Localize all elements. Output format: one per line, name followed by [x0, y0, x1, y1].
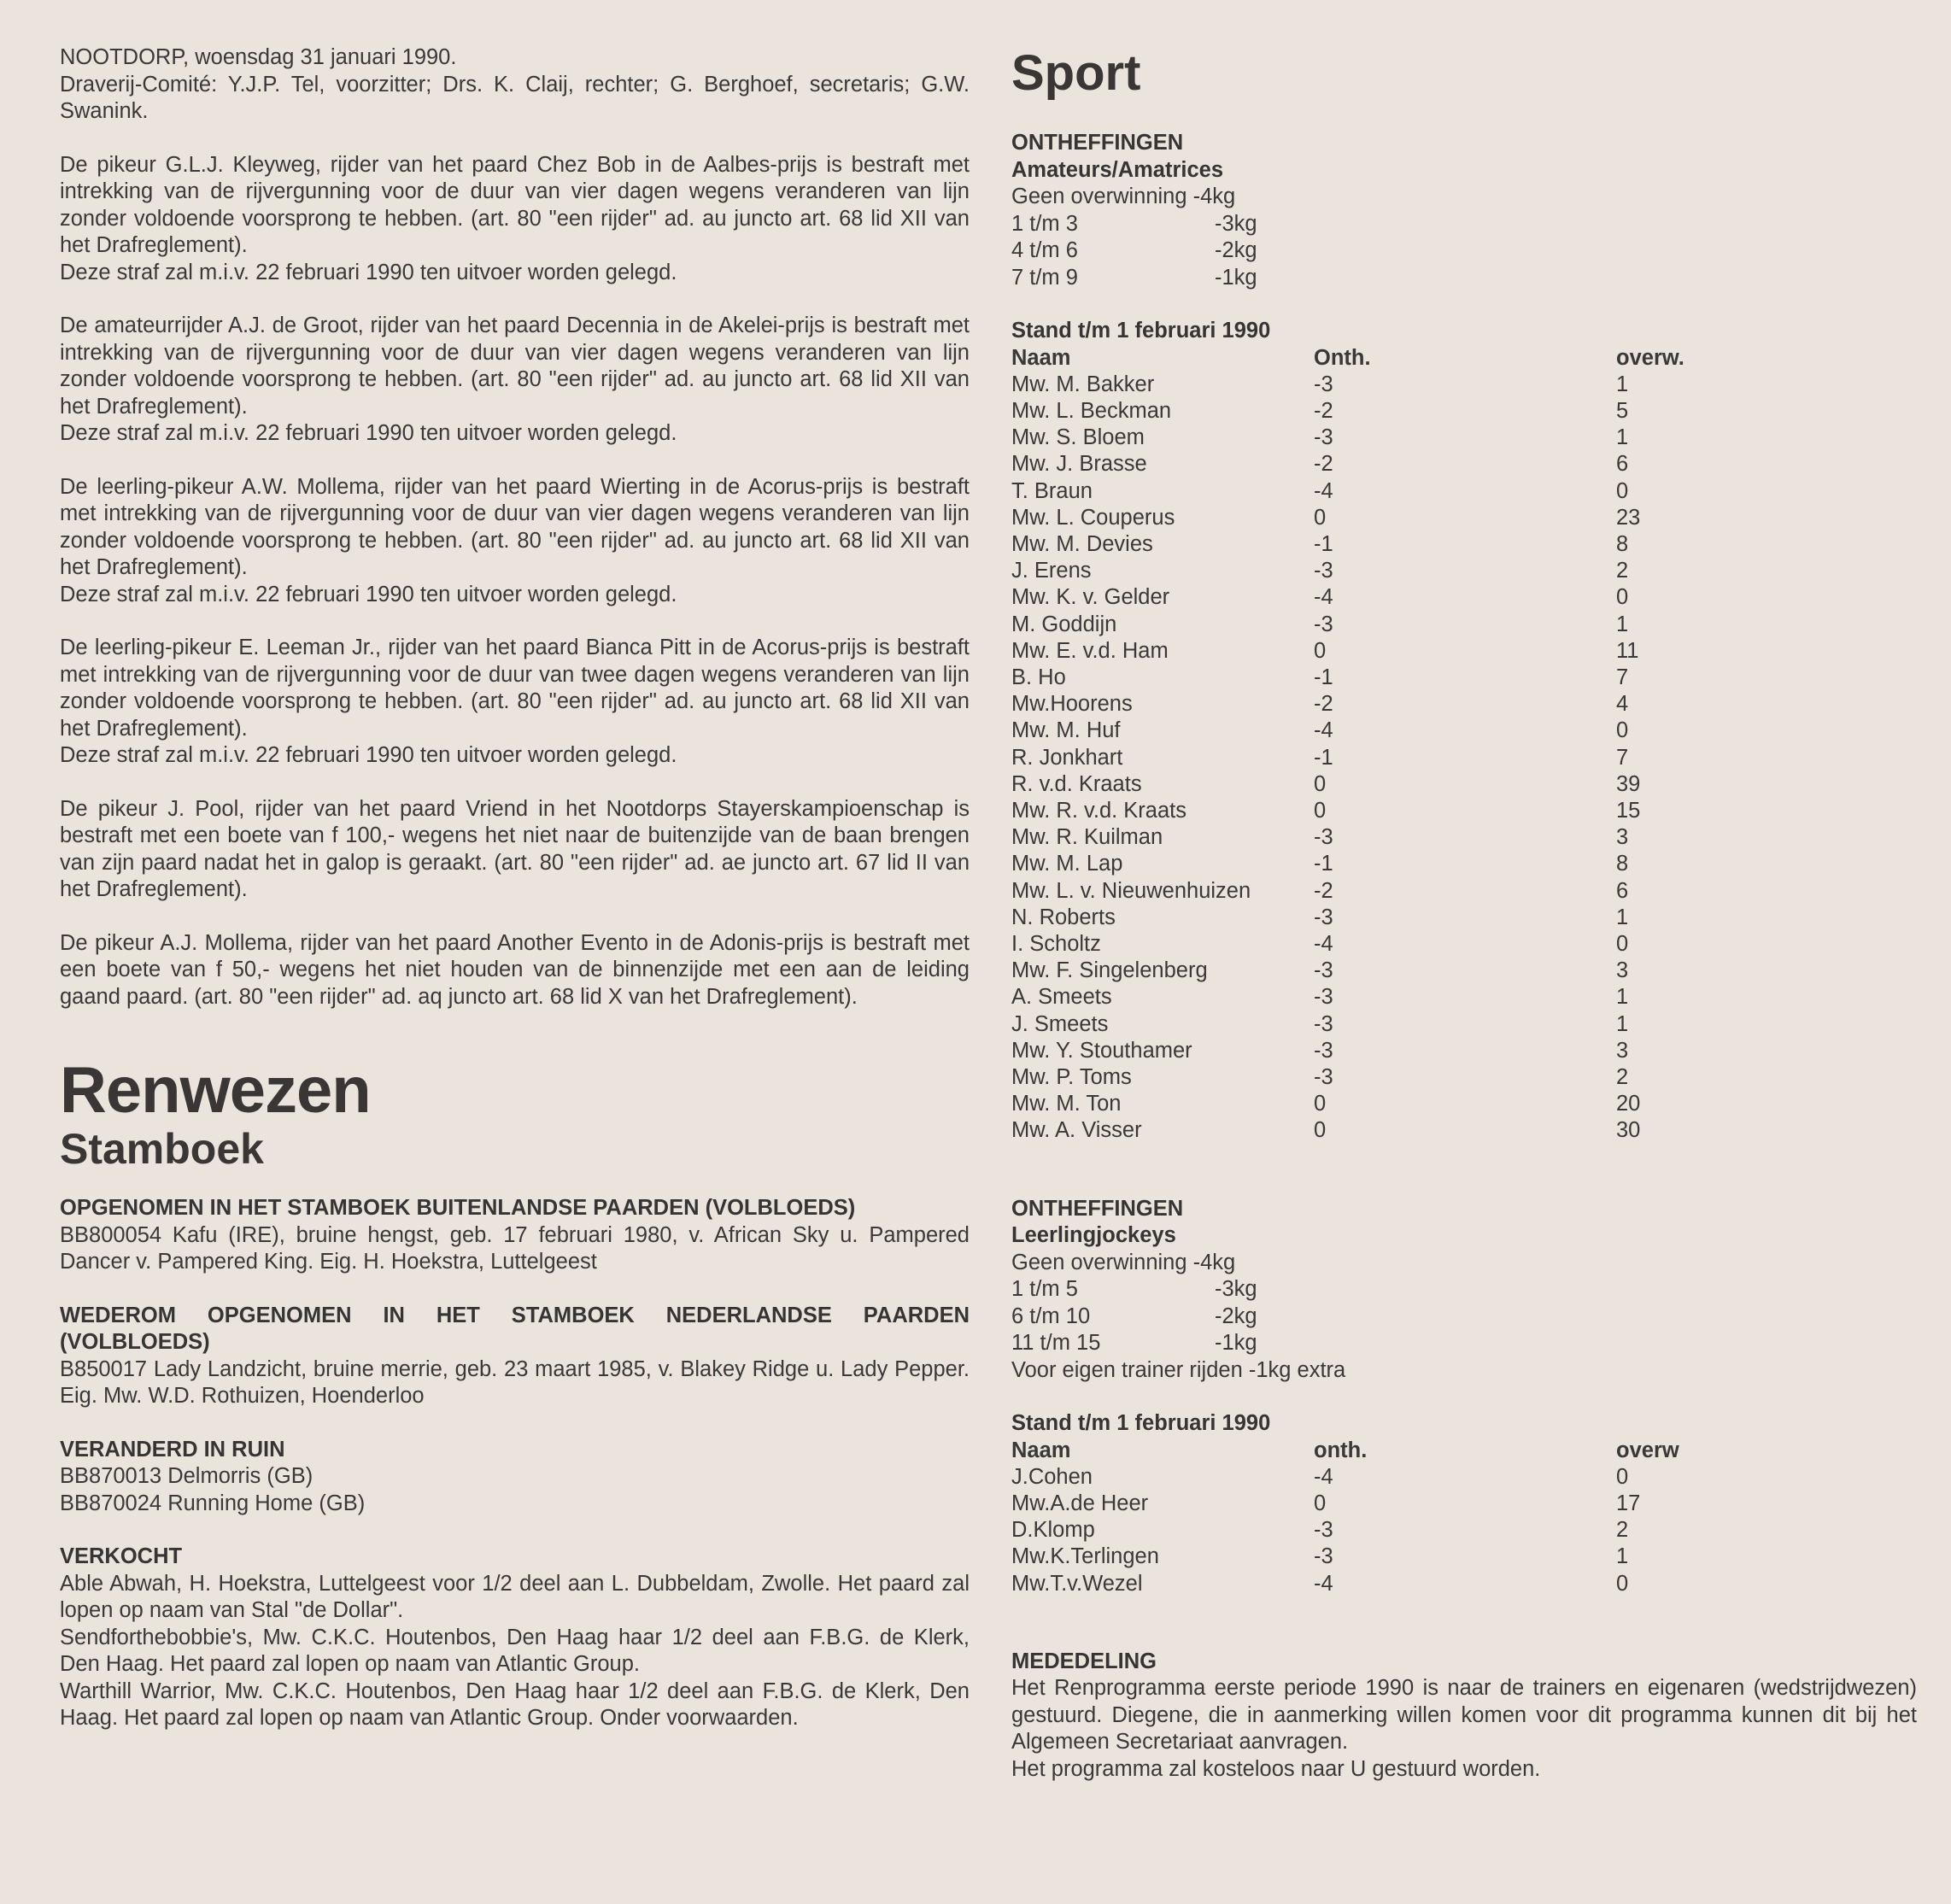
- rider-overw: 8: [1616, 852, 1629, 876]
- section-title: VERANDERD IN RUIN: [60, 1437, 285, 1462]
- rider-overw: 2: [1616, 559, 1629, 583]
- rider-overw: 20: [1616, 1092, 1641, 1116]
- sport-heading: Sport: [1011, 45, 1141, 101]
- stand-leerling-rows: [1011, 1464, 1917, 1597]
- rider-onth: -2: [1314, 452, 1333, 477]
- table-row: [1011, 1464, 1917, 1491]
- rider-overw: 17: [1616, 1491, 1641, 1515]
- stamboek-sections: [60, 1195, 970, 1732]
- col-overw: overw.: [1616, 345, 1684, 370]
- table-row: [1011, 851, 1917, 877]
- table-row: [1011, 372, 1917, 398]
- table-row: [1011, 531, 1917, 558]
- rider-name: D.Klomp: [1011, 1518, 1095, 1543]
- rider-onth: 0: [1314, 1491, 1327, 1515]
- rider-name: Mw.T.v.Wezel: [1011, 1571, 1143, 1596]
- stand-leerling-title: Stand t/m 1 februari 1990: [1011, 1411, 1271, 1436]
- rider-onth: 0: [1314, 638, 1327, 663]
- rider-onth: -1: [1314, 852, 1333, 876]
- table-row: [1011, 505, 1917, 531]
- exemption-weight: -1kg: [1215, 265, 1257, 290]
- table-row: [1011, 451, 1917, 477]
- rider-onth: -3: [1314, 985, 1333, 1010]
- rider-overw: 7: [1616, 745, 1629, 770]
- stamboek-subheading: Stamboek: [60, 1125, 264, 1173]
- table-row: [1011, 771, 1917, 798]
- table-row: [1011, 718, 1917, 744]
- table-row: [1011, 824, 1917, 851]
- penalty-paragraph: [60, 930, 970, 1011]
- table-row: [1011, 1064, 1917, 1091]
- rider-onth: 0: [1314, 505, 1327, 530]
- rider-overw: 5: [1616, 398, 1629, 423]
- rider-onth: 0: [1314, 1118, 1327, 1143]
- rider-overw: 1: [1616, 905, 1629, 929]
- rider-name: Mw. K. v. Gelder: [1011, 585, 1170, 610]
- penalty-text: De pikeur G.L.J. Kleyweg, rijder van het paard Chez Bob in de Aalbes-prijs is bestraft met intrekking van de rijvergunning voor de duur van vier dagen wegens veranderen van lijn zonder voldoende voorsprong te hebben. (art. 80 "een rijder" ad. au juncto art. 68 lid XII van het Drafreglement).: [60, 152, 970, 257]
- rider-overw: 7: [1616, 665, 1629, 689]
- rider-onth: -1: [1314, 745, 1333, 770]
- penalty-paragraph: [60, 152, 970, 287]
- rider-name: Mw. M. Huf: [1011, 718, 1121, 743]
- col-overw: overw: [1616, 1438, 1679, 1462]
- rider-name: Mw. P. Toms: [1011, 1064, 1132, 1089]
- exemption-row: [1011, 1276, 1917, 1304]
- rider-onth: -1: [1314, 665, 1333, 689]
- rider-overw: 0: [1616, 1571, 1629, 1596]
- rider-name: Mw. L. Beckman: [1011, 398, 1172, 423]
- rider-overw: 0: [1616, 1464, 1629, 1489]
- penalty-paragraph: [60, 474, 970, 609]
- rider-name: Mw. M. Bakker: [1011, 372, 1155, 396]
- table-row: [1011, 612, 1917, 638]
- rider-name: Mw. J. Brasse: [1011, 452, 1147, 477]
- rider-overw: 0: [1616, 931, 1629, 956]
- leerling-exemptions: [1011, 1196, 1917, 1385]
- table-row: [1011, 1571, 1917, 1597]
- amateurs-rows: [1011, 211, 1917, 292]
- leerling-first: Geen overwinning -4kg: [1011, 1250, 1236, 1274]
- stamboek-section: [60, 1437, 970, 1518]
- penalty-text: De leerling-pikeur E. Leeman Jr., rijder van het paard Bianca Pitt in de Acorus-prijs is bestraft met intrekking van de rijvergunning voor de duur van twee dagen wegens veranderen van lijn zonder voldoende voorsprong te hebben. (art. 80 "een rijder" ad. au juncto art. 68 lid XII van het Drafreglement).: [60, 636, 970, 741]
- table-row: [1011, 878, 1917, 905]
- rider-name: Mw. M. Lap: [1011, 852, 1123, 876]
- rider-name: Mw. M. Ton: [1011, 1092, 1122, 1116]
- rider-overw: 2: [1616, 1518, 1629, 1543]
- stand-leerling-header: [1011, 1438, 1917, 1464]
- rider-onth: -3: [1314, 825, 1333, 850]
- amateurs-first: Geen overwinning -4kg: [1011, 185, 1236, 208]
- table-row: [1011, 425, 1917, 451]
- rider-name: Mw. F. Singelenberg: [1011, 958, 1208, 983]
- exemption-weight: -2kg: [1215, 1304, 1257, 1328]
- exemption-weight: -1kg: [1215, 1331, 1257, 1356]
- exemption-weight: -3kg: [1215, 211, 1257, 236]
- rider-name: R. v.d. Kraats: [1011, 771, 1142, 796]
- penalty-text: De amateurrijder A.J. de Groot, rijder van het paard Decennia in de Akelei-prijs is bestraft met intrekking van de rijvergunning voor de duur van vier dagen wegens veranderen van lijn zonder voldoende voorsprong te hebben. (art. 80 "een rijder" ad. au juncto art. 68 lid XII van het Drafreglement).: [60, 313, 970, 419]
- penalty-note: Deze straf zal m.i.v. 22 februari 1990 ten uitvoer worden gelegd.: [60, 743, 677, 767]
- rider-name: N. Roberts: [1011, 905, 1116, 929]
- section-line: BB870024 Running Home (GB): [60, 1491, 366, 1515]
- rider-onth: -4: [1314, 931, 1333, 956]
- table-row: [1011, 958, 1917, 984]
- leerling-subtitle: Leerlingjockeys: [1011, 1223, 1176, 1248]
- section-title: VERKOCHT: [60, 1544, 183, 1568]
- rider-overw: 6: [1616, 452, 1629, 477]
- rider-name: J. Smeets: [1011, 1011, 1109, 1036]
- rider-onth: 0: [1314, 1092, 1327, 1116]
- col-naam: Naam: [1011, 345, 1071, 370]
- rider-name: Mw. Y. Stouthamer: [1011, 1038, 1192, 1063]
- rider-onth: -3: [1314, 559, 1333, 583]
- table-row: [1011, 1517, 1917, 1544]
- leerling-rows: [1011, 1276, 1917, 1357]
- section-line: Sendforthebobbie's, Mw. C.K.C. Houtenbos, Den Haag haar 1/2 deel aan F.B.G. de Klerk, Den Haag. Het paard zal lopen op naam van Atlantic Group.: [60, 1625, 970, 1676]
- rider-overw: 0: [1616, 585, 1629, 610]
- rider-overw: 1: [1616, 985, 1629, 1010]
- right-column: [1011, 46, 1917, 1809]
- exemption-row: [1011, 265, 1917, 292]
- rider-name: Mw. M. Devies: [1011, 531, 1153, 556]
- rider-overw: 1: [1616, 425, 1629, 450]
- rider-onth: -1: [1314, 531, 1333, 556]
- rider-overw: 0: [1616, 718, 1629, 743]
- rider-onth: -3: [1314, 958, 1333, 983]
- rider-overw: 8: [1616, 531, 1629, 556]
- penalty-paragraph: [60, 313, 970, 448]
- penalty-note: Deze straf zal m.i.v. 22 februari 1990 ten uitvoer worden gelegd.: [60, 260, 677, 284]
- table-row: [1011, 1038, 1917, 1064]
- stamboek-section: [60, 1195, 970, 1276]
- stand-amateurs: [1011, 318, 1917, 1145]
- penalty-note: Deze straf zal m.i.v. 22 februari 1990 ten uitvoer worden gelegd.: [60, 582, 677, 606]
- penalty-note: Deze straf zal m.i.v. 22 februari 1990 ten uitvoer worden gelegd.: [60, 421, 677, 445]
- table-row: [1011, 691, 1917, 718]
- penalty-text: De pikeur J. Pool, rijder van het paard Vriend in het Nootdorps Stayerskampioenschap is bestraft met een boete van f 100,- wegens het niet naar de buitenzijde van de baan brengen van zijn paard nadat het in galop is geraakt. (art. 80 "een rijder" ad. ae juncto art. 67 lid II van het Drafreglement).: [60, 796, 970, 901]
- rider-name: B. Ho: [1011, 665, 1066, 689]
- table-row: [1011, 1091, 1917, 1117]
- rider-onth: -4: [1314, 478, 1333, 503]
- penalty-paragraph: [60, 635, 970, 770]
- rider-name: J. Erens: [1011, 559, 1092, 583]
- stand-amateurs-header: [1011, 345, 1917, 372]
- rider-overw: 39: [1616, 771, 1641, 796]
- section-line: BB870013 Delmorris (GB): [60, 1464, 313, 1488]
- col-naam: Naam: [1011, 1438, 1071, 1462]
- table-row: [1011, 665, 1917, 691]
- rider-overw: 2: [1616, 1064, 1629, 1089]
- section-line: Warthill Warrior, Mw. C.K.C. Houtenbos, Den Haag haar 1/2 deel aan F.B.G. de Klerk, Den Haag. Het paard zal lopen op naam van Atlantic Group. Onder voorwaarden.: [60, 1678, 970, 1730]
- exemption-range: 6 t/m 10: [1011, 1304, 1091, 1328]
- rider-onth: -2: [1314, 398, 1333, 423]
- rider-overw: 3: [1616, 958, 1629, 983]
- mededeling: [1011, 1649, 1917, 1784]
- rider-name: Mw. S. Bloem: [1011, 425, 1145, 450]
- table-row: [1011, 745, 1917, 771]
- table-row: [1011, 798, 1917, 824]
- mededeling-text: Het Renprogramma eerste periode 1990 is naar de trainers en eigenaren (wedstrijdwezen) gestuurd. Diegene, die in aanmerking willen komen voor dit programma kunnen dit bij het Algemeen Secretariaat aanvragen.: [1011, 1676, 1917, 1755]
- rider-onth: -2: [1314, 692, 1333, 717]
- stand-amateurs-rows: [1011, 372, 1917, 1145]
- exemption-range: 1 t/m 5: [1011, 1277, 1078, 1302]
- mededeling-title: MEDEDELING: [1011, 1649, 1157, 1673]
- rider-name: Mw. L. v. Nieuwenhuizen: [1011, 878, 1251, 903]
- rider-name: Mw.K.Terlingen: [1011, 1544, 1159, 1569]
- table-row: [1011, 931, 1917, 958]
- rider-overw: 11: [1616, 638, 1639, 663]
- rider-onth: -3: [1314, 1064, 1333, 1089]
- rider-onth: -3: [1314, 425, 1333, 450]
- amateurs-title: ONTHEFFINGEN: [1011, 131, 1184, 155]
- section-line: Able Abwah, H. Hoekstra, Luttelgeest voor 1/2 deel aan L. Dubbeldam, Zwolle. Het paard zal lopen op naam van Stal "de Dollar".: [60, 1571, 970, 1622]
- rider-onth: -4: [1314, 1571, 1333, 1596]
- table-row: [1011, 1117, 1917, 1144]
- rider-overw: 6: [1616, 878, 1629, 903]
- rider-name: T. Braun: [1011, 478, 1093, 503]
- rider-overw: 3: [1616, 825, 1629, 850]
- exemption-row: [1011, 1304, 1917, 1331]
- left-column: [60, 44, 970, 1759]
- rider-name: M. Goddijn: [1011, 612, 1117, 636]
- rider-onth: 0: [1314, 771, 1327, 796]
- stand-amateurs-title: Stand t/m 1 februari 1990: [1011, 319, 1271, 343]
- rider-name: J.Cohen: [1011, 1464, 1093, 1489]
- table-row: [1011, 584, 1917, 611]
- rider-overw: 3: [1616, 1038, 1629, 1063]
- mededeling-note: Het programma zal kosteloos naar U gestuurd worden.: [1011, 1756, 1541, 1781]
- table-row: [1011, 638, 1917, 665]
- amateurs-subtitle: Amateurs/Amatrices: [1011, 157, 1224, 182]
- exemption-row: [1011, 1330, 1917, 1357]
- table-row: [1011, 478, 1917, 505]
- rider-onth: -3: [1314, 1011, 1333, 1036]
- rider-onth: -3: [1314, 1038, 1333, 1063]
- rider-overw: 0: [1616, 478, 1629, 503]
- penalties-list: [60, 152, 970, 1011]
- stamboek-section: [60, 1544, 970, 1732]
- rider-overw: 30: [1616, 1118, 1641, 1143]
- rider-onth: -3: [1314, 372, 1333, 396]
- table-row: [1011, 984, 1917, 1011]
- table-row: [1011, 1491, 1917, 1517]
- leerling-title: ONTHEFFINGEN: [1011, 1196, 1184, 1221]
- rider-overw: 1: [1616, 612, 1629, 636]
- rider-name: I. Scholtz: [1011, 931, 1101, 956]
- exemption-row: [1011, 211, 1917, 238]
- rider-name: Mw.Hoorens: [1011, 692, 1133, 717]
- table-row: [1011, 558, 1917, 584]
- col-onth: Onth.: [1314, 345, 1371, 370]
- exemption-range: 1 t/m 3: [1011, 211, 1078, 236]
- rider-overw: 1: [1616, 1544, 1629, 1569]
- exemption-range: 4 t/m 6: [1011, 238, 1078, 262]
- rider-overw: 23: [1616, 505, 1641, 530]
- dateline: NOOTDORP, woensdag 31 januari 1990.: [60, 45, 457, 69]
- rider-onth: -4: [1314, 1464, 1333, 1489]
- exemption-weight: -2kg: [1215, 238, 1257, 262]
- rider-onth: -3: [1314, 1544, 1333, 1569]
- section-line: BB800054 Kafu (IRE), bruine hengst, geb. 17 februari 1980, v. African Sky u. Pampered Dancer v. Pampered King. Eig. H. Hoekstra, Luttelgeest: [60, 1222, 970, 1274]
- table-row: [1011, 1011, 1917, 1038]
- penalty-text: De pikeur A.J. Mollema, rijder van het paard Another Evento in de Adonis-prijs is bestraft met een boete van f 50,- wegens het niet houden van de binnenzijde met een aan de leiding gaand paard. (art. 80 "een rijder" ad. aq juncto art. 68 lid X van het Drafreglement).: [60, 930, 970, 1009]
- exemption-weight: -3kg: [1215, 1277, 1257, 1302]
- section-line: B850017 Lady Landzicht, bruine merrie, geb. 23 maart 1985, v. Blakey Ridge u. Lady Pepper. Eig. Mw. W.D. Rothuizen, Hoenderloo: [60, 1356, 970, 1408]
- rider-overw: 4: [1616, 692, 1629, 717]
- rider-onth: -3: [1314, 905, 1333, 929]
- rider-name: Mw. R. v.d. Kraats: [1011, 798, 1186, 823]
- rider-overw: 15: [1616, 798, 1641, 823]
- committee: Draverij-Comité: Y.J.P. Tel, voorzitter; Drs. K. Claij, rechter; G. Berghoef, secretaris; G.W. Swanink.: [60, 72, 970, 123]
- exemption-range: 11 t/m 15: [1011, 1331, 1101, 1356]
- rider-overw: 1: [1616, 372, 1629, 396]
- renwezen-heading: Renwezen: [60, 1054, 371, 1127]
- section-title: OPGENOMEN IN HET STAMBOEK BUITENLANDSE PAARDEN (VOLBLOEDS): [60, 1196, 856, 1220]
- exemption-range: 7 t/m 9: [1011, 265, 1078, 290]
- rider-name: Mw. R. Kuilman: [1011, 825, 1163, 850]
- rider-onth: -2: [1314, 878, 1333, 903]
- rider-name: A. Smeets: [1011, 985, 1112, 1010]
- leerling-extra: Voor eigen trainer rijden -1kg extra: [1011, 1357, 1346, 1382]
- exemption-row: [1011, 237, 1917, 265]
- rider-name: Mw. A. Visser: [1011, 1118, 1142, 1143]
- rider-overw: 1: [1616, 1011, 1629, 1036]
- header-block: [60, 44, 970, 126]
- table-row: [1011, 1544, 1917, 1570]
- table-row: [1011, 905, 1917, 931]
- penalty-text: De leerling-pikeur A.W. Mollema, rijder van het paard Wierting in de Acorus-prijs is bestraft met intrekking van de rijvergunning voor de duur van vier dagen wegens veranderen van lijn zonder voldoende voorsprong te hebben. (art. 80 "een rijder" ad. au juncto art. 68 lid XII van het Drafreglement).: [60, 474, 970, 579]
- section-title: WEDEROM OPGENOMEN IN HET STAMBOEK NEDERLANDSE PAARDEN (VOLBLOEDS): [60, 1303, 970, 1354]
- rider-name: Mw. L. Couperus: [1011, 505, 1175, 530]
- rider-onth: -3: [1314, 1518, 1333, 1543]
- rider-name: Mw.A.de Heer: [1011, 1491, 1149, 1515]
- penalty-paragraph: [60, 796, 970, 904]
- rider-onth: -3: [1314, 612, 1333, 636]
- rider-onth: -4: [1314, 718, 1333, 743]
- table-row: [1011, 398, 1917, 425]
- rider-onth: 0: [1314, 798, 1327, 823]
- rider-name: R. Jonkhart: [1011, 745, 1123, 770]
- col-onth: onth.: [1314, 1438, 1368, 1462]
- rider-onth: -4: [1314, 585, 1333, 610]
- amateurs-exemptions: [1011, 130, 1917, 291]
- stand-leerling: [1011, 1410, 1917, 1597]
- stamboek-section: [60, 1303, 970, 1410]
- rider-name: Mw. E. v.d. Ham: [1011, 638, 1169, 663]
